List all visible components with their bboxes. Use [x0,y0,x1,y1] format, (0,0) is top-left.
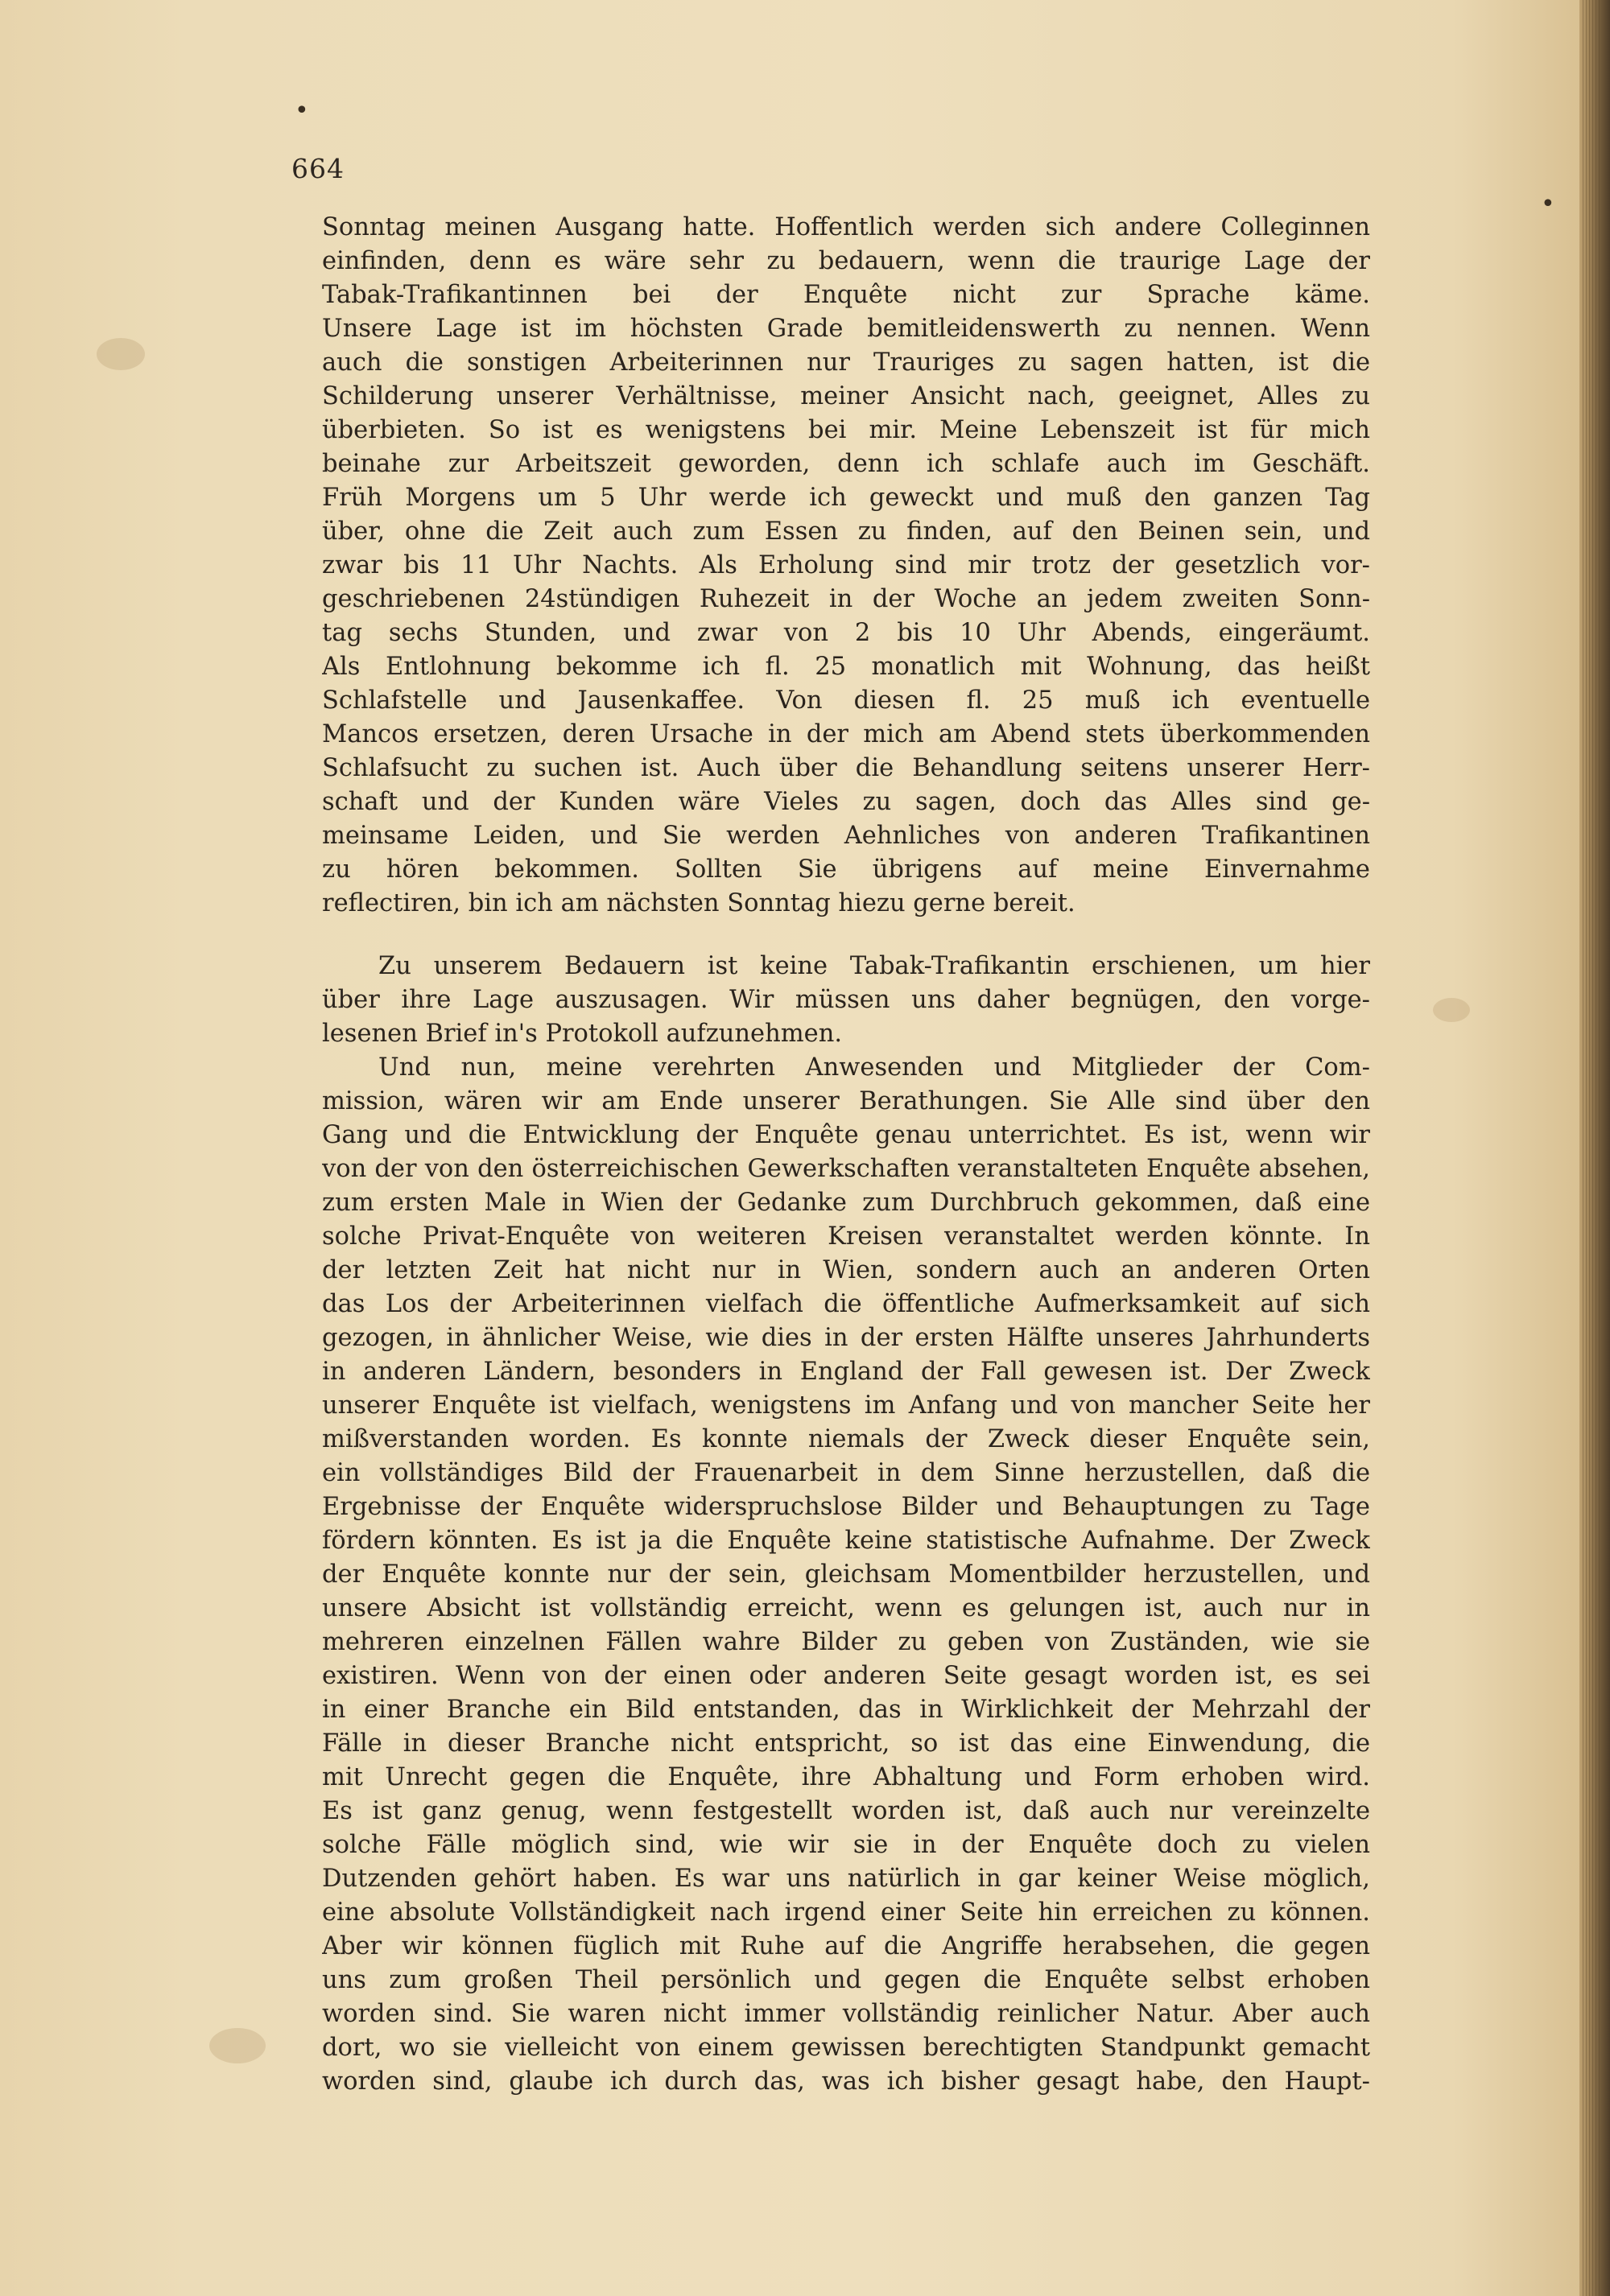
ink-mark-top: • [295,97,309,125]
paper-stain [1433,998,1470,1022]
text-line: unserer Enquête ist vielfach, wenigstens im Anfang und von mancher Seite her [322,1391,1370,1420]
text-line: eine absolute Vollständigkeit nach irgend einer Seite hin erreichen zu können. [322,1898,1370,1927]
text-line: fördern könnten. Es ist ja die Enquête keine statistische Aufnahme. Der Zweck [322,1527,1370,1555]
text-line: Schilderung unserer Verhältnisse, meiner Ansicht nach, geeignet, Alles zu [322,382,1370,410]
text-line: Als Entlohnung bekomme ich fl. 25 monatlich mit Wohnung, das heißt [322,653,1370,681]
text-line: Mancos ersetzen, deren Ursache in der mich am Abend stets überkommenden [322,720,1370,748]
text-line: in einer Branche ein Bild entstanden, das in Wirklichkeit der Mehrzahl der [322,1696,1370,1724]
text-line: Es ist ganz genug, wenn festgestellt worden ist, daß auch nur vereinzelte [322,1797,1370,1825]
text-line: zum ersten Male in Wien der Gedanke zum Durchbruch gekommen, daß eine [322,1189,1370,1217]
page-edges [1583,0,1600,2296]
text-line: Schlafsucht zu suchen ist. Auch über die Behandlung seitens unserer Herr- [322,754,1370,782]
text-line: der Enquête konnte nur der sein, gleichsam Momentbilder herzustellen, und [322,1560,1370,1589]
text-line: reflectiren, bin ich am nächsten Sonntag hiezu gerne bereit. [322,889,1075,917]
text-line: mehreren einzelnen Fällen wahre Bilder zu geben von Zuständen, wie sie [322,1628,1370,1656]
text-line: dort, wo sie vielleicht von einem gewissen berechtigten Standpunkt gemacht [322,2034,1370,2062]
text-line: meinsame Leiden, und Sie werden Aehnliches von anderen Trafikantinen [322,822,1370,850]
text-line: mit Unrecht gegen die Enquête, ihre Abhaltung und Form erhoben wird. [322,1763,1370,1791]
text-line: über, ohne die Zeit auch zum Essen zu finden, auf den Beinen sein, und [322,517,1370,546]
text-line: worden sind, glaube ich durch das, was ich bisher gesagt habe, den Haupt- [322,2067,1370,2096]
paper-stain [209,2028,266,2063]
text-line: Fälle in dieser Branche nicht entspricht, so ist das eine Einwendung, die [322,1729,1370,1758]
text-line: geschriebenen 24stündigen Ruhezeit in der Woche an jedem zweiten Sonn- [322,585,1370,613]
text-line: einfinden, denn es wäre sehr zu bedauern, wenn die traurige Lage der [322,247,1370,275]
text-line: der letzten Zeit hat nicht nur in Wien, sondern auch an anderen Orten [322,1256,1370,1284]
text-line: beinahe zur Arbeitszeit geworden, denn ich schlafe auch im Geschäft. [322,450,1370,478]
text-line: zu hören bekommen. Sollten Sie übrigens auf meine Einvernahme [322,855,1370,884]
text-line: ein vollständiges Bild der Frauenarbeit in dem Sinne herzustellen, daß die [322,1459,1370,1487]
text-line: Unsere Lage ist im höchsten Grade bemitleidenswerth zu nennen. Wenn [322,315,1370,343]
text-line: uns zum großen Theil persönlich und gegen die Enquête selbst erhoben [322,1966,1370,1994]
paragraph-letter [322,211,1370,921]
text-line: Und nun, meine verehrten Anwesenden und Mitglieder der Com- [378,1053,1370,1082]
page-number: 664 [291,153,345,184]
text-line: Dutzenden gehört haben. Es war uns natürlich in gar keiner Weise möglich, [322,1865,1370,1893]
text-line: mission, wären wir am Ende unserer Berathungen. Sie Alle sind über den [322,1087,1370,1115]
text-line: über ihre Lage auszusagen. Wir müssen uns daher begnügen, den vorge- [322,986,1370,1014]
text-line: solche Privat-Enquête von weiteren Kreisen veranstaltet werden könnte. In [322,1222,1370,1251]
text-line: mißverstanden worden. Es konnte niemals der Zweck dieser Enquête sein, [322,1425,1370,1453]
paragraph-closing-remarks [322,1051,1370,2099]
text-line: Sonntag meinen Ausgang hatte. Hoffentlich werden sich andere Colleginnen [322,213,1370,241]
text-line: worden sind. Sie waren nicht immer vollständig reinlicher Natur. Aber auch [322,2000,1370,2028]
text-line: das Los der Arbeiterinnen vielfach die öffentliche Aufmerksamkeit auf sich [322,1290,1370,1318]
text-line: tag sechs Stunden, und zwar von 2 bis 10 Uhr Abends, eingeräumt. [322,619,1370,647]
text-line: Tabak-Trafikantinnen bei der Enquête nicht zur Sprache käme. [322,281,1370,309]
text-line: Schlafstelle und Jausenkaffee. Von diesen fl. 25 muß ich eventuelle [322,686,1370,715]
text-line: solche Fälle möglich sind, wie wir sie in der Enquête doch zu vielen [322,1831,1370,1859]
text-line: Zu unserem Bedauern ist keine Tabak-Trafikantin erschienen, um hier [378,952,1370,980]
text-line: Ergebnisse der Enquête widerspruchslose Bilder und Behauptungen zu Tage [322,1493,1370,1521]
text-line: existiren. Wenn von der einen oder anderen Seite gesagt worden ist, es sei [322,1662,1370,1690]
text-line: auch die sonstigen Arbeiterinnen nur Trauriges zu sagen hatten, ist die [322,348,1370,377]
text-line: von der von den österreichischen Gewerkschaften veranstalteten Enquête absehen, [322,1155,1370,1183]
text-line: Gang und die Entwicklung der Enquête genau unterrichtet. Es ist, wenn wir [322,1121,1370,1149]
text-line: Aber wir können füglich mit Ruhe auf die Angriffe herabsehen, die gegen [322,1932,1370,1960]
paragraph-gap [322,921,1370,950]
ink-mark-right: • [1541,190,1555,218]
text-line: Früh Morgens um 5 Uhr werde ich geweckt und muß den ganzen Tag [322,484,1370,512]
body-text [322,211,1370,2099]
text-line: lesenen Brief in's Protokoll aufzunehmen. [322,1020,843,1048]
paragraph-commentary [322,950,1370,1051]
text-line: schaft und der Kunden wäre Vieles zu sagen, doch das Alles sind ge- [322,788,1370,816]
paper-stain [97,338,145,370]
text-line: gezogen, in ähnlicher Weise, wie dies in der ersten Hälfte unseres Jahrhunderts [322,1324,1370,1352]
text-line: überbieten. So ist es wenigstens bei mir. Meine Lebenszeit ist für mich [322,416,1370,444]
text-line: in anderen Ländern, besonders in England der Fall gewesen ist. Der Zweck [322,1358,1370,1386]
text-line: zwar bis 11 Uhr Nachts. Als Erholung sind mir trotz der gesetzlich vor- [322,551,1370,579]
text-line: unsere Absicht ist vollständig erreicht, wenn es gelungen ist, auch nur in [322,1594,1370,1622]
